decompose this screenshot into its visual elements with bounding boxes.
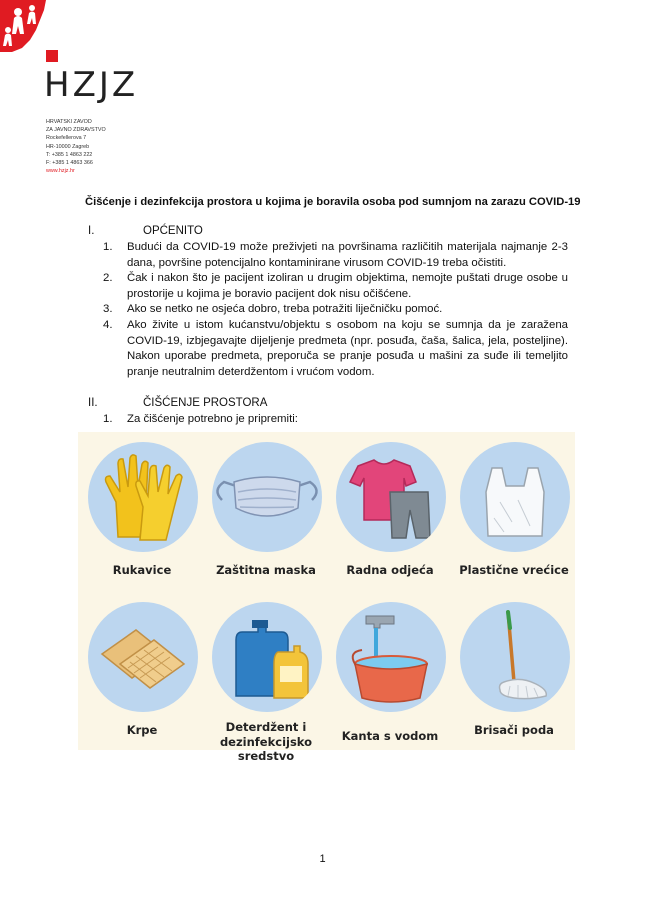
address-block [46,118,106,175]
gloves-icon [88,442,198,552]
supply-label: Plastične vrećice [459,563,569,577]
supply-work-clothes [328,432,452,591]
address-line: ZA JAVNO ZDRAVSTVO [46,127,106,134]
mask-icon [212,442,322,552]
section-number: II. [88,397,98,409]
supply-label: Krpe [126,723,158,737]
supply-label: Deterdžent i [225,720,307,734]
supplies-infographic [78,432,575,763]
supply-cloths [80,592,204,751]
item-text: Ako se netko ne osjeća dobro, treba potražiti liječničku pomoć. [127,303,443,316]
work-clothes-icon [336,442,446,552]
address-line: T: +385 1 4863 222 [46,151,93,158]
list-item [103,412,568,428]
item-number: 4. [103,318,113,331]
item-text: Čak i nakon što je pacijent izoliran u drugim objektima, nemojte puštati druge osobe u prostorije u kojima je boravio pacijent dok nisu očišćene. [127,272,568,300]
supply-label: Brisači poda [474,723,554,737]
mop-icon [460,602,570,712]
section-title: OPĆENITO [143,225,203,237]
list-item [103,271,568,302]
supply-label: Zaštitna maska [216,563,316,577]
detergent-icon [212,602,322,712]
address-line: HR-10000 Zagreb [46,143,90,150]
supply-detergent [204,592,328,763]
supply-label-line2: dezinfekcijsko sredstvo [219,735,313,763]
bucket-icon [336,602,446,712]
cloth-icon [88,602,198,712]
logo-square [46,50,58,62]
website-link[interactable]: www.hzjz.hr [46,168,75,175]
supply-mask [204,432,328,591]
page-number: 1 [319,853,326,865]
list-item [103,240,568,271]
item-number: 1. [103,413,113,425]
section-title: ČIŠĆENJE PROSTORA [143,397,268,409]
address-line: F: +385 1 4863 366 [46,160,93,167]
brand-name: HZJZ [44,65,139,105]
item-text: Ako živite u istom kućanstvu/objektu s osobom na koju se sumnja da je zaražena COVID-19, izbjegavajte dijeljenje predmeta (npr. posuđa, čaša, šalica, jela, posteljine). Nakon uporabe predmeta, preporuča se pranje posuđa u mašini za suđe ili temeljito pranje neutralnim deterdžentom i vrućom vodom. [127,318,568,378]
list-item [103,318,568,380]
supply-label: Rukavice [112,563,172,577]
supply-gloves [80,432,204,591]
section-number: I. [88,225,95,237]
section-list [103,240,568,380]
supply-label: Kanta s vodom [341,729,439,743]
supply-mop [452,592,576,751]
item-number: 1. [103,241,113,253]
list-item [103,302,568,318]
address-line: Rockefellerova 7 [46,135,87,142]
document-title: Čišćenje i dezinfekcija prostora u kojima je boravila osoba pod sumnjom na zarazu COVID-19 [85,196,581,208]
item-number: 3. [103,303,113,316]
supply-label: Radna odjeća [346,563,434,577]
item-text: Budući da COVID-19 može preživjeti na površinama različitih materijala najmanje 2-3 dana, površine potencijalno kontaminirane virusom COVID-19 treba očistiti. [127,241,568,269]
section-list [103,412,568,428]
address-line: HRVATSKI ZAVOD [46,119,92,125]
supply-bucket [328,592,452,751]
item-number: 2. [103,272,113,285]
plastic-bag-icon [460,442,570,552]
logo-illustration [0,0,50,52]
item-text: Za čišćenje potrebno je pripremiti: [127,413,298,425]
supply-plastic-bags [452,432,576,591]
